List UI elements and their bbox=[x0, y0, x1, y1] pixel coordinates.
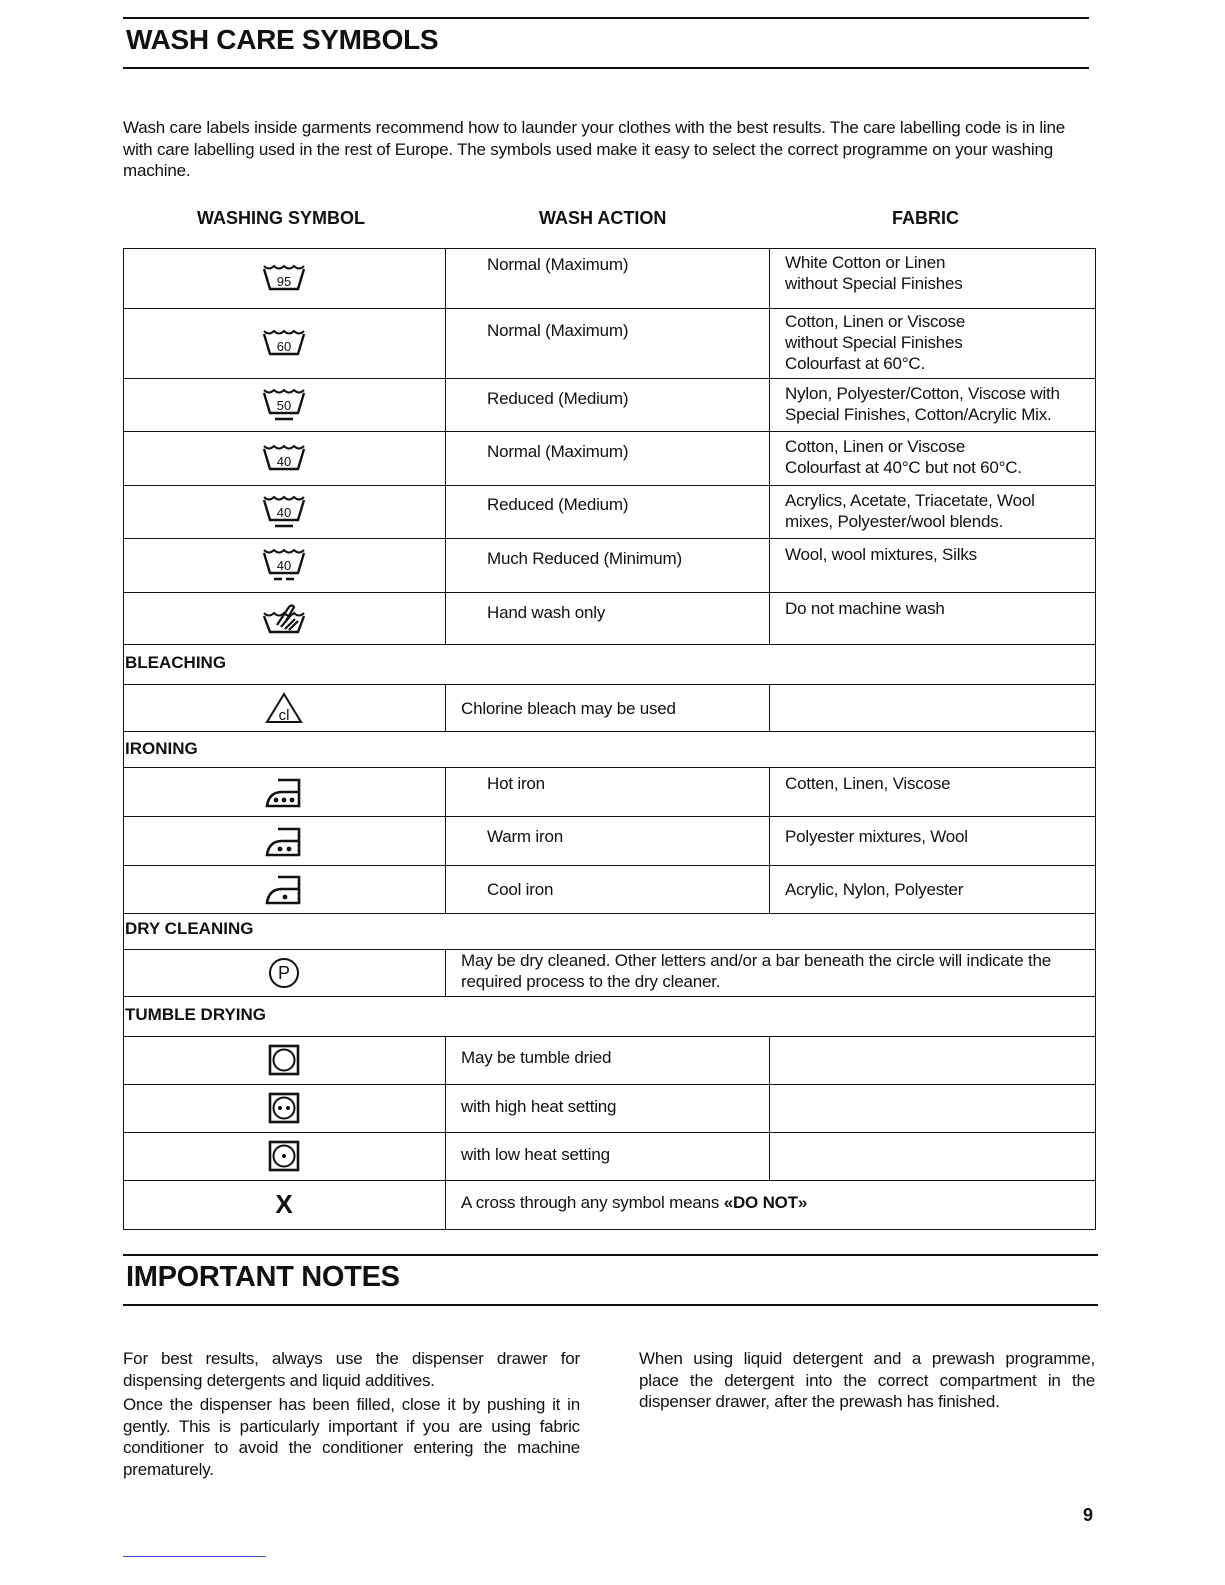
wash-50-one-bar-icon bbox=[123, 378, 445, 431]
wash-fabric: Wool, wool mixtures, Silks bbox=[785, 545, 977, 564]
wash-40-icon bbox=[123, 431, 445, 485]
dry-clean-action: May be dry cleaned. Other letters and/or a bar beneath the circle will indicate the required process to the dry cleaner. bbox=[461, 951, 1052, 991]
iron-fabric: Polyester mixtures, Wool bbox=[785, 827, 968, 846]
iron-action: Warm iron bbox=[487, 827, 563, 846]
wash-40-one-bar-icon bbox=[123, 485, 445, 538]
wash-action: Normal (Maximum) bbox=[487, 255, 629, 274]
wash-fabric: White Cotton or Linen without Special Finishes bbox=[785, 253, 963, 293]
wash-fabric: Cotton, Linen or Viscose Colourfast at 40°C but not 60°C. bbox=[785, 437, 1022, 477]
svg-text:40: 40 bbox=[276, 558, 292, 573]
tumble-low-heat-icon bbox=[123, 1132, 445, 1180]
note-liquid-detergent: When using liquid detergent and a prewash programme, place the detergent into the correct compartment in the dispenser drawer, after the prewash has finished. bbox=[639, 1349, 1095, 1411]
page-title: WASH CARE SYMBOLS bbox=[126, 24, 439, 55]
iron-action: Hot iron bbox=[487, 774, 545, 793]
tumble-dry-icon bbox=[123, 1036, 445, 1084]
do-not-emphasis: «DO NOT» bbox=[723, 1193, 808, 1212]
tumble-action: with low heat setting bbox=[461, 1145, 610, 1164]
tumble-action: May be tumble dried bbox=[461, 1048, 612, 1067]
iron-fabric: Cotten, Linen, Viscose bbox=[785, 774, 951, 793]
wash-action: Hand wash only bbox=[487, 603, 606, 622]
cross-action-text: A cross through any symbol means bbox=[461, 1193, 720, 1212]
footer-line bbox=[123, 1556, 266, 1557]
iron-cool-icon bbox=[123, 865, 445, 913]
header-fabric: FABRIC bbox=[892, 208, 959, 228]
bleach-action: Chlorine bleach may be used bbox=[461, 699, 676, 718]
svg-text:60: 60 bbox=[276, 339, 292, 354]
dry-clean-p-icon bbox=[123, 949, 445, 996]
wash-fabric: Do not machine wash bbox=[785, 599, 945, 618]
svg-text:50: 50 bbox=[276, 397, 292, 413]
wash-action: Normal (Maximum) bbox=[487, 321, 629, 340]
svg-text:40: 40 bbox=[276, 454, 292, 469]
section-bleaching: BLEACHING bbox=[125, 653, 227, 672]
header-wash-action: WASH ACTION bbox=[539, 208, 667, 228]
wash-fabric: Acrylics, Acetate, Triacetate, Wool mixes, Polyester/wool blends. bbox=[785, 491, 1035, 531]
top-rule bbox=[123, 17, 1089, 19]
hand-wash-icon bbox=[123, 592, 445, 644]
note-close-dispenser: Once the dispenser has been filled, close it by pushing it in gently. This is particularly important if you are using fabric conditioner to avoid the conditioner entering the machine prematurely. bbox=[123, 1395, 580, 1479]
intro-paragraph: Wash care labels inside garments recommend how to launder your clothes with the best results. The care labelling code is in line with care labelling used in the rest of Europe. The symbols used make it easy to select the correct programme on your washing machine. bbox=[123, 118, 1066, 180]
notes-title: IMPORTANT NOTES bbox=[126, 1261, 400, 1293]
wash-40-two-bar-icon bbox=[123, 538, 445, 592]
section-ironing: IRONING bbox=[125, 739, 198, 758]
iron-fabric: Acrylic, Nylon, Polyester bbox=[785, 880, 964, 899]
page-number: 9 bbox=[1083, 1505, 1094, 1525]
wash-action: Normal (Maximum) bbox=[487, 442, 629, 461]
svg-text:cl: cl bbox=[278, 706, 290, 724]
svg-text:40: 40 bbox=[276, 504, 292, 520]
header-washing-symbol: WASHING SYMBOL bbox=[197, 208, 366, 228]
wash-fabric: Cotton, Linen or Viscose without Special Finishes Colourfast at 60°C. bbox=[785, 312, 966, 373]
note-dispenser-drawer: For best results, always use the dispenser drawer for dispensing detergents and liquid additives. bbox=[123, 1349, 580, 1390]
iron-hot-icon bbox=[123, 767, 445, 816]
wash-95-icon bbox=[123, 248, 445, 308]
notes-underline bbox=[123, 1304, 1098, 1306]
svg-text:P: P bbox=[277, 962, 291, 983]
section-tumble-drying: TUMBLE DRYING bbox=[125, 1005, 267, 1024]
tumble-action: with high heat setting bbox=[461, 1097, 617, 1116]
wash-60-icon bbox=[123, 308, 445, 378]
wash-action: Much Reduced (Minimum) bbox=[487, 549, 682, 568]
iron-warm-icon bbox=[123, 816, 445, 865]
cross-symbol: X bbox=[275, 1189, 293, 1219]
chlorine-bleach-icon bbox=[123, 684, 445, 731]
notes-left-column bbox=[123, 1348, 580, 1483]
wash-action: Reduced (Medium) bbox=[487, 495, 629, 514]
title-underline bbox=[123, 67, 1089, 69]
svg-text:95: 95 bbox=[276, 274, 292, 289]
tumble-high-heat-icon bbox=[123, 1084, 445, 1132]
notes-right-column bbox=[639, 1348, 1095, 1416]
wash-fabric: Nylon, Polyester/Cotton, Viscose with Special Finishes, Cotton/Acrylic Mix. bbox=[785, 384, 1060, 424]
notes-top-rule bbox=[123, 1254, 1098, 1256]
wash-action: Reduced (Medium) bbox=[487, 389, 629, 408]
section-dry-cleaning: DRY CLEANING bbox=[125, 919, 254, 938]
iron-action: Cool iron bbox=[487, 880, 554, 899]
care-symbol-table bbox=[123, 248, 1096, 1230]
cross-action bbox=[461, 1192, 807, 1213]
